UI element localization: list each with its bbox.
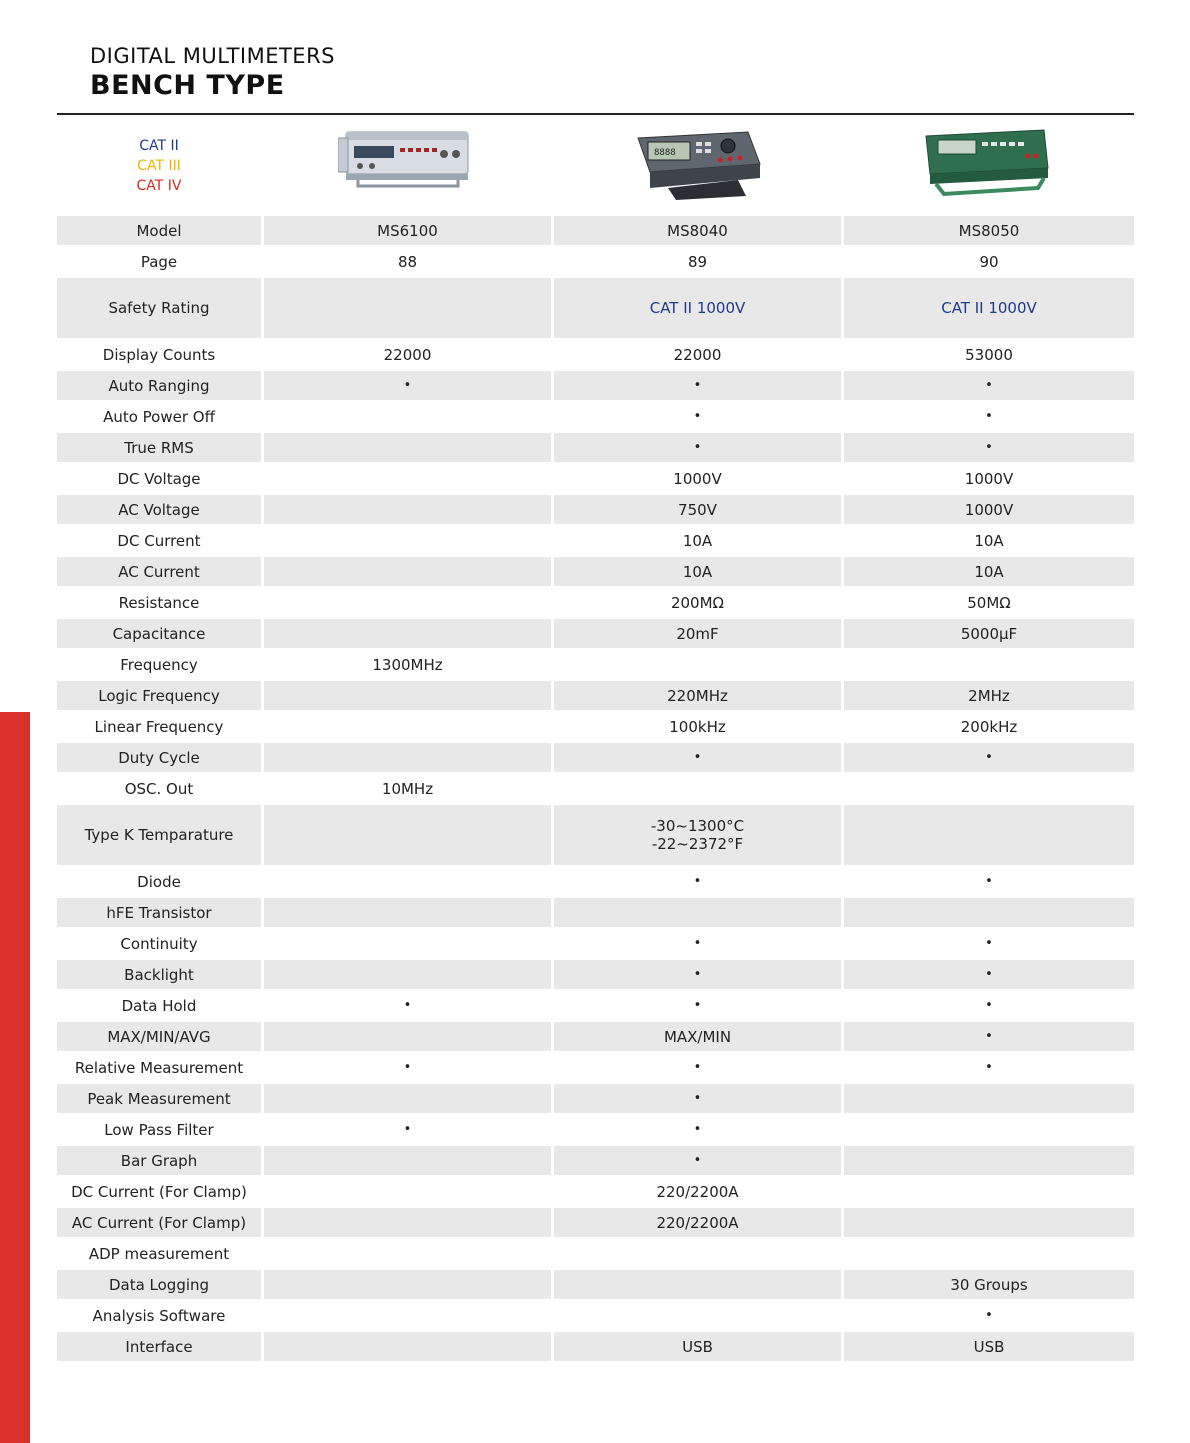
spec-cell: • <box>844 929 1134 960</box>
row-label: Page <box>57 247 264 278</box>
spec-cell <box>844 1177 1134 1208</box>
spec-cell <box>844 805 1134 867</box>
spec-cell <box>264 278 554 340</box>
spec-cell: 10A <box>554 526 844 557</box>
table-row <box>57 278 1134 340</box>
spec-cell: 90 <box>844 247 1134 278</box>
row-label: MAX/MIN/AVG <box>57 1022 264 1053</box>
table-row <box>57 805 1134 867</box>
spec-cell: • <box>554 1146 844 1177</box>
spec-cell: • <box>844 1053 1134 1084</box>
spec-cell <box>264 1177 554 1208</box>
row-label: Low Pass Filter <box>57 1115 264 1146</box>
row-label: Linear Frequency <box>57 712 264 743</box>
row-label: AC Current (For Clamp) <box>57 1208 264 1239</box>
legend-cat-iii: CAT III <box>137 158 181 174</box>
spec-cell <box>264 1239 554 1270</box>
row-label: Peak Measurement <box>57 1084 264 1115</box>
spec-cell <box>264 1301 554 1332</box>
table-row <box>57 1146 1134 1177</box>
spec-cell: • <box>554 371 844 402</box>
row-label: hFE Transistor <box>57 898 264 929</box>
ms8040-product-image <box>628 124 768 204</box>
table-row <box>57 991 1134 1022</box>
spec-cell <box>554 650 844 681</box>
spec-cell <box>264 495 554 526</box>
spec-cell: • <box>844 743 1134 774</box>
spec-cell-line: -30~1300°C <box>650 817 745 835</box>
table-row <box>57 340 1134 371</box>
spec-cell <box>264 588 554 619</box>
spec-cell <box>554 1239 844 1270</box>
row-label: AC Voltage <box>57 495 264 526</box>
spec-cell: 89 <box>554 247 844 278</box>
row-label: Display Counts <box>57 340 264 371</box>
spec-cell: • <box>554 1115 844 1146</box>
spec-cell: CAT II 1000V <box>844 278 1134 340</box>
table-row <box>57 743 1134 774</box>
row-label: Relative Measurement <box>57 1053 264 1084</box>
table-row <box>57 1270 1134 1301</box>
spec-cell: • <box>264 991 554 1022</box>
row-label: DC Current <box>57 526 264 557</box>
spec-cell: • <box>844 371 1134 402</box>
row-label: Auto Ranging <box>57 371 264 402</box>
spec-cell <box>844 1146 1134 1177</box>
spec-cell <box>264 929 554 960</box>
spec-cell: • <box>844 1022 1134 1053</box>
row-label: Interface <box>57 1332 264 1363</box>
table-row <box>57 1115 1134 1146</box>
spec-cell: 22000 <box>264 340 554 371</box>
ms8050-product-image <box>918 124 1058 204</box>
spec-cell <box>264 743 554 774</box>
spec-cell: • <box>554 991 844 1022</box>
spec-cell: 750V <box>554 495 844 526</box>
row-label: Diode <box>57 867 264 898</box>
spec-cell: 200MΩ <box>554 588 844 619</box>
table-row <box>57 247 1134 278</box>
spec-cell <box>554 898 844 929</box>
spec-cell: • <box>554 929 844 960</box>
table-row <box>57 1053 1134 1084</box>
row-label: Continuity <box>57 929 264 960</box>
spec-cell: • <box>844 960 1134 991</box>
spec-cell <box>264 1332 554 1363</box>
row-label: DC Voltage <box>57 464 264 495</box>
spec-cell <box>264 1208 554 1239</box>
spec-cell <box>264 1084 554 1115</box>
table-row <box>57 681 1134 712</box>
spec-cell: 220/2200A <box>554 1177 844 1208</box>
spec-cell: CAT II 1000V <box>554 278 844 340</box>
spec-cell: USB <box>844 1332 1134 1363</box>
row-label: Capacitance <box>57 619 264 650</box>
spec-cell: 1000V <box>844 464 1134 495</box>
table-row <box>57 526 1134 557</box>
spec-table <box>57 216 1134 1363</box>
row-label: Backlight <box>57 960 264 991</box>
row-label: Duty Cycle <box>57 743 264 774</box>
table-row <box>57 557 1134 588</box>
spec-cell <box>844 1239 1134 1270</box>
spec-cell: • <box>844 433 1134 464</box>
table-row <box>57 712 1134 743</box>
spec-cell <box>844 1208 1134 1239</box>
spec-cell <box>554 1270 844 1301</box>
spec-cell: • <box>264 371 554 402</box>
spec-cell <box>844 898 1134 929</box>
row-label: Bar Graph <box>57 1146 264 1177</box>
spec-cell: USB <box>554 1332 844 1363</box>
row-label: Analysis Software <box>57 1301 264 1332</box>
svg-text:8888: 8888 <box>654 148 676 158</box>
table-row <box>57 929 1134 960</box>
row-label: OSC. Out <box>57 774 264 805</box>
spec-cell <box>264 960 554 991</box>
spec-cell <box>264 805 554 867</box>
row-label: True RMS <box>57 433 264 464</box>
spec-cell <box>554 774 844 805</box>
spec-cell: MAX/MIN <box>554 1022 844 1053</box>
spec-cell <box>264 526 554 557</box>
spec-cell <box>264 1022 554 1053</box>
spec-cell: • <box>554 402 844 433</box>
row-label: Resistance <box>57 588 264 619</box>
spec-cell: 10A <box>844 526 1134 557</box>
row-label: Safety Rating <box>57 278 264 340</box>
spec-cell: 1300MHz <box>264 650 554 681</box>
table-row <box>57 1208 1134 1239</box>
spec-cell: 10A <box>844 557 1134 588</box>
spec-cell: 220/2200A <box>554 1208 844 1239</box>
row-label: Model <box>57 216 264 247</box>
row-label: Data Hold <box>57 991 264 1022</box>
spec-cell <box>264 433 554 464</box>
spec-cell <box>264 619 554 650</box>
spec-cell: 10A <box>554 557 844 588</box>
spec-cell: • <box>264 1115 554 1146</box>
table-row <box>57 960 1134 991</box>
spec-cell: • <box>264 1053 554 1084</box>
page-title: BENCH TYPE <box>90 70 285 101</box>
page-subtitle: DIGITAL MULTIMETERS <box>90 44 335 68</box>
spec-cell-line: -22~2372°F <box>651 835 744 853</box>
spec-cell <box>264 1270 554 1301</box>
spec-cell: MS6100 <box>264 216 554 247</box>
table-row <box>57 1332 1134 1363</box>
spec-cell: 100kHz <box>554 712 844 743</box>
table-row <box>57 588 1134 619</box>
table-row <box>57 898 1134 929</box>
table-row <box>57 619 1134 650</box>
table-row <box>57 1084 1134 1115</box>
spec-cell <box>844 650 1134 681</box>
spec-cell: 22000 <box>554 340 844 371</box>
spec-cell: 220MHz <box>554 681 844 712</box>
spec-cell <box>264 898 554 929</box>
spec-cell <box>264 1146 554 1177</box>
spec-cell: 2MHz <box>844 681 1134 712</box>
table-row <box>57 1239 1134 1270</box>
spec-cell: 5000μF <box>844 619 1134 650</box>
spec-cell: 50MΩ <box>844 588 1134 619</box>
spec-cell: • <box>554 867 844 898</box>
spec-cell <box>264 557 554 588</box>
spec-cell <box>264 867 554 898</box>
spec-cell: • <box>554 743 844 774</box>
table-row <box>57 371 1134 402</box>
spec-cell <box>554 1301 844 1332</box>
legend-cat-ii: CAT II <box>139 138 179 154</box>
spec-cell: • <box>844 991 1134 1022</box>
ms6100-product-image <box>338 124 478 204</box>
row-label: Auto Power Off <box>57 402 264 433</box>
row-label: AC Current <box>57 557 264 588</box>
table-row <box>57 774 1134 805</box>
legend-cat-iv: CAT IV <box>136 178 182 194</box>
table-row <box>57 1301 1134 1332</box>
spec-cell: 30 Groups <box>844 1270 1134 1301</box>
row-label: Type K Temparature <box>57 805 264 867</box>
table-row <box>57 1022 1134 1053</box>
spec-cell: • <box>844 402 1134 433</box>
title-divider <box>57 113 1134 115</box>
row-label: Logic Frequency <box>57 681 264 712</box>
row-label: DC Current (For Clamp) <box>57 1177 264 1208</box>
table-row <box>57 433 1134 464</box>
spec-cell <box>264 464 554 495</box>
spec-cell: 10MHz <box>264 774 554 805</box>
table-row <box>57 216 1134 247</box>
spec-cell: 1000V <box>844 495 1134 526</box>
table-row <box>57 1177 1134 1208</box>
table-row <box>57 650 1134 681</box>
spec-cell <box>264 402 554 433</box>
spec-cell: 20mF <box>554 619 844 650</box>
spec-cell: 200kHz <box>844 712 1134 743</box>
row-label: ADP measurement <box>57 1239 264 1270</box>
spec-cell <box>844 1084 1134 1115</box>
spec-cell <box>554 805 844 867</box>
spec-cell: 1000V <box>554 464 844 495</box>
row-label: Frequency <box>57 650 264 681</box>
spec-cell <box>264 712 554 743</box>
spec-cell: 53000 <box>844 340 1134 371</box>
spec-cell: • <box>844 1301 1134 1332</box>
spec-cell <box>844 774 1134 805</box>
row-label: Data Logging <box>57 1270 264 1301</box>
table-row <box>57 867 1134 898</box>
cat-legend <box>57 136 261 196</box>
spec-cell: MS8040 <box>554 216 844 247</box>
spec-cell: • <box>554 1053 844 1084</box>
spec-cell <box>264 681 554 712</box>
spec-cell: • <box>554 433 844 464</box>
spec-cell: • <box>554 1084 844 1115</box>
spec-cell <box>844 1115 1134 1146</box>
spec-cell: MS8050 <box>844 216 1134 247</box>
table-row <box>57 495 1134 526</box>
spec-cell: • <box>844 867 1134 898</box>
accent-side-bar <box>0 712 30 1443</box>
spec-cell: • <box>554 960 844 991</box>
table-row <box>57 464 1134 495</box>
table-row <box>57 402 1134 433</box>
spec-cell: 88 <box>264 247 554 278</box>
